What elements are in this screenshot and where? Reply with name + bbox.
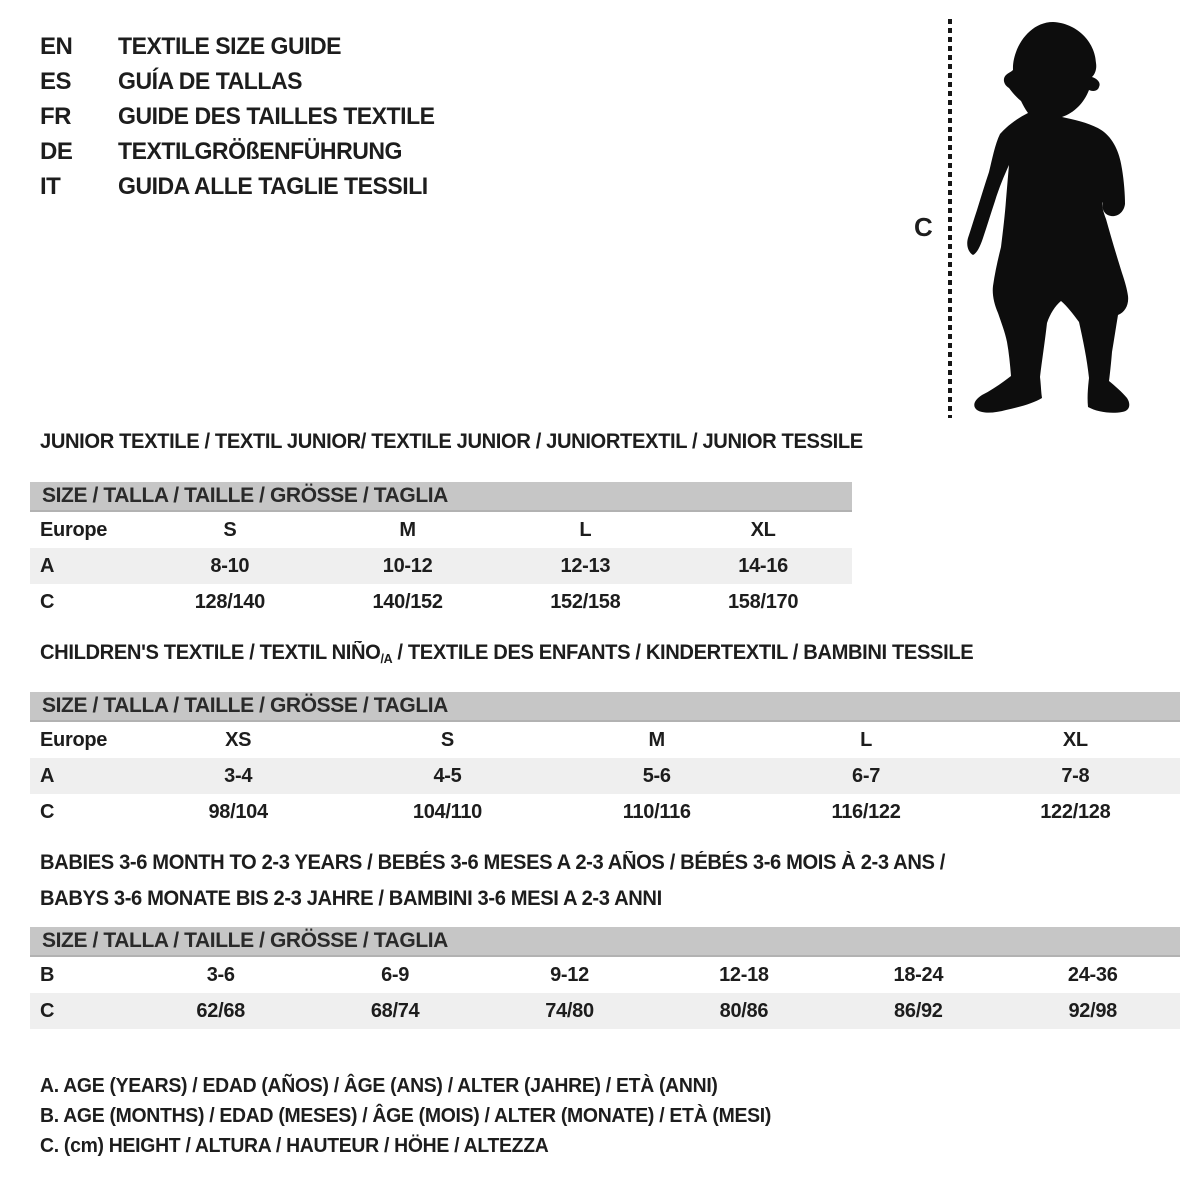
table-cell: 14-16 bbox=[738, 554, 788, 577]
table-cell: 80/86 bbox=[719, 999, 769, 1022]
language-row-de bbox=[40, 134, 448, 169]
table-cell: 3-6 bbox=[206, 963, 235, 986]
table-cell: XL bbox=[750, 518, 776, 541]
guide-title-it: GUIDA ALLE TAGLIE TESSILI bbox=[118, 172, 428, 200]
row-label: Europe bbox=[40, 518, 108, 541]
row-label: Europe bbox=[40, 728, 108, 751]
table-cell: S bbox=[223, 518, 237, 541]
height-measure-dashed-line bbox=[948, 19, 952, 418]
table-cell: XL bbox=[1062, 728, 1088, 751]
table-cell: 116/122 bbox=[831, 800, 901, 823]
table-cell: 74/80 bbox=[545, 999, 594, 1022]
table-cell: 158/170 bbox=[727, 590, 799, 613]
babies-section-title bbox=[40, 845, 983, 917]
row-label: C bbox=[40, 800, 55, 823]
table-cell: 10-12 bbox=[382, 554, 433, 577]
table-header: SIZE / TALLA / TAILLE / GRÖSSE / TAGLIA bbox=[30, 927, 1180, 957]
junior-size-table bbox=[30, 482, 852, 620]
language-code: DE bbox=[40, 137, 73, 165]
table-cell: 5-6 bbox=[642, 764, 671, 787]
legend-block bbox=[40, 1073, 794, 1163]
table-row bbox=[30, 722, 1180, 758]
guide-title-de: TEXTILGRÖßENFÜHRUNG bbox=[118, 137, 402, 165]
table-cell: 92/98 bbox=[1068, 999, 1118, 1022]
row-label: A bbox=[40, 554, 55, 577]
table-cell: M bbox=[399, 518, 416, 541]
height-measure-label-c: C bbox=[914, 212, 933, 242]
table-cell: 128/140 bbox=[194, 590, 265, 613]
table-row bbox=[30, 957, 1180, 993]
table-cell: 104/110 bbox=[412, 800, 482, 823]
table-cell: 140/152 bbox=[372, 590, 443, 613]
babies-title-line-2: BABYS 3-6 MONATE BIS 2-3 JAHRE / BAMBINI 3-6 MESI A 2-3 ANNI bbox=[40, 887, 662, 910]
table-cell: XS bbox=[225, 728, 252, 751]
table-cell: 6-9 bbox=[381, 963, 410, 986]
table-cell: 86/92 bbox=[894, 999, 943, 1022]
children-title-text-2: / TEXTILE DES ENFANTS / KINDERTEXTIL / BAMBINI TESSILE bbox=[392, 641, 974, 664]
table-cell: L bbox=[860, 728, 872, 751]
language-row-fr bbox=[40, 99, 448, 134]
table-cell: 7-8 bbox=[1061, 764, 1090, 787]
language-code: FR bbox=[40, 102, 71, 130]
table-row bbox=[30, 758, 1180, 794]
table-row bbox=[30, 794, 1180, 830]
language-code: ES bbox=[40, 67, 72, 95]
table-cell: 9-12 bbox=[550, 963, 589, 986]
table-cell: 62/68 bbox=[196, 999, 245, 1022]
guide-title-es: GUÍA DE TALLAS bbox=[118, 67, 302, 95]
table-cell: 3-4 bbox=[224, 764, 253, 787]
table-cell: 18-24 bbox=[893, 963, 944, 986]
table-cell: 24-36 bbox=[1067, 963, 1118, 986]
row-label: A bbox=[40, 764, 55, 787]
junior-section-title: JUNIOR TEXTILE / TEXTIL JUNIOR/ TEXTILE JUNIOR / JUNIORTEXTIL / JUNIOR TESSILE bbox=[40, 430, 863, 453]
table-row bbox=[30, 548, 852, 584]
legend-line-a: A. AGE (YEARS) / EDAD (AÑOS) / ÂGE (ANS) / ALTER (JAHRE) / ETÀ (ANNI) bbox=[40, 1075, 718, 1097]
table-cell: 12-13 bbox=[560, 554, 611, 577]
row-label: C bbox=[40, 590, 55, 613]
legend-line-c: C. (cm) HEIGHT / ALTURA / HAUTEUR / HÖHE / ALTEZZA bbox=[40, 1135, 549, 1157]
table-cell: 110/116 bbox=[622, 800, 691, 823]
table-row bbox=[30, 993, 1180, 1029]
table-header: SIZE / TALLA / TAILLE / GRÖSSE / TAGLIA bbox=[30, 482, 852, 512]
language-row-en bbox=[40, 29, 448, 64]
guide-title-fr: GUIDE DES TAILLES TEXTILE bbox=[118, 102, 435, 130]
babies-title-line-1: BABIES 3-6 MONTH TO 2-3 YEARS / BEBÉS 3-6 MESES A 2-3 AÑOS / BÉBÉS 3-6 MOIS À 2-3 ANS / bbox=[40, 851, 946, 874]
language-title-list bbox=[40, 29, 448, 204]
table-cell: 8-10 bbox=[210, 554, 250, 577]
table-cell: 98/104 bbox=[208, 800, 268, 823]
table-cell: 152/158 bbox=[550, 590, 621, 613]
table-cell: 4-5 bbox=[433, 764, 462, 787]
toddler-silhouette-icon bbox=[955, 14, 1185, 416]
language-row-es bbox=[40, 64, 448, 99]
table-cell: 68/74 bbox=[370, 999, 420, 1022]
table-cell: 12-18 bbox=[719, 963, 769, 986]
babies-size-table bbox=[30, 927, 1180, 1029]
table-cell: L bbox=[579, 518, 592, 541]
row-label: B bbox=[40, 963, 55, 986]
row-label: C bbox=[40, 999, 55, 1022]
table-cell: 122/128 bbox=[1040, 800, 1111, 823]
language-code: IT bbox=[40, 172, 61, 200]
children-title-text: CHILDREN'S TEXTILE / TEXTIL NIÑO bbox=[40, 641, 381, 664]
table-cell: 6-7 bbox=[852, 764, 881, 787]
legend-line-b: B. AGE (MONTHS) / EDAD (MESES) / ÂGE (MOIS) / ALTER (MONATE) / ETÀ (MESI) bbox=[40, 1105, 772, 1127]
table-cell: M bbox=[648, 728, 665, 751]
guide-title-en: TEXTILE SIZE GUIDE bbox=[118, 32, 342, 60]
children-section-title bbox=[40, 641, 973, 665]
table-cell: S bbox=[440, 728, 454, 751]
children-title-subscript: /A bbox=[380, 651, 393, 666]
language-row-it bbox=[40, 169, 448, 204]
table-row bbox=[30, 512, 852, 548]
table-header: SIZE / TALLA / TAILLE / GRÖSSE / TAGLIA bbox=[30, 692, 1180, 722]
table-row bbox=[30, 584, 852, 620]
language-code: EN bbox=[40, 32, 73, 60]
children-size-table bbox=[30, 692, 1180, 830]
